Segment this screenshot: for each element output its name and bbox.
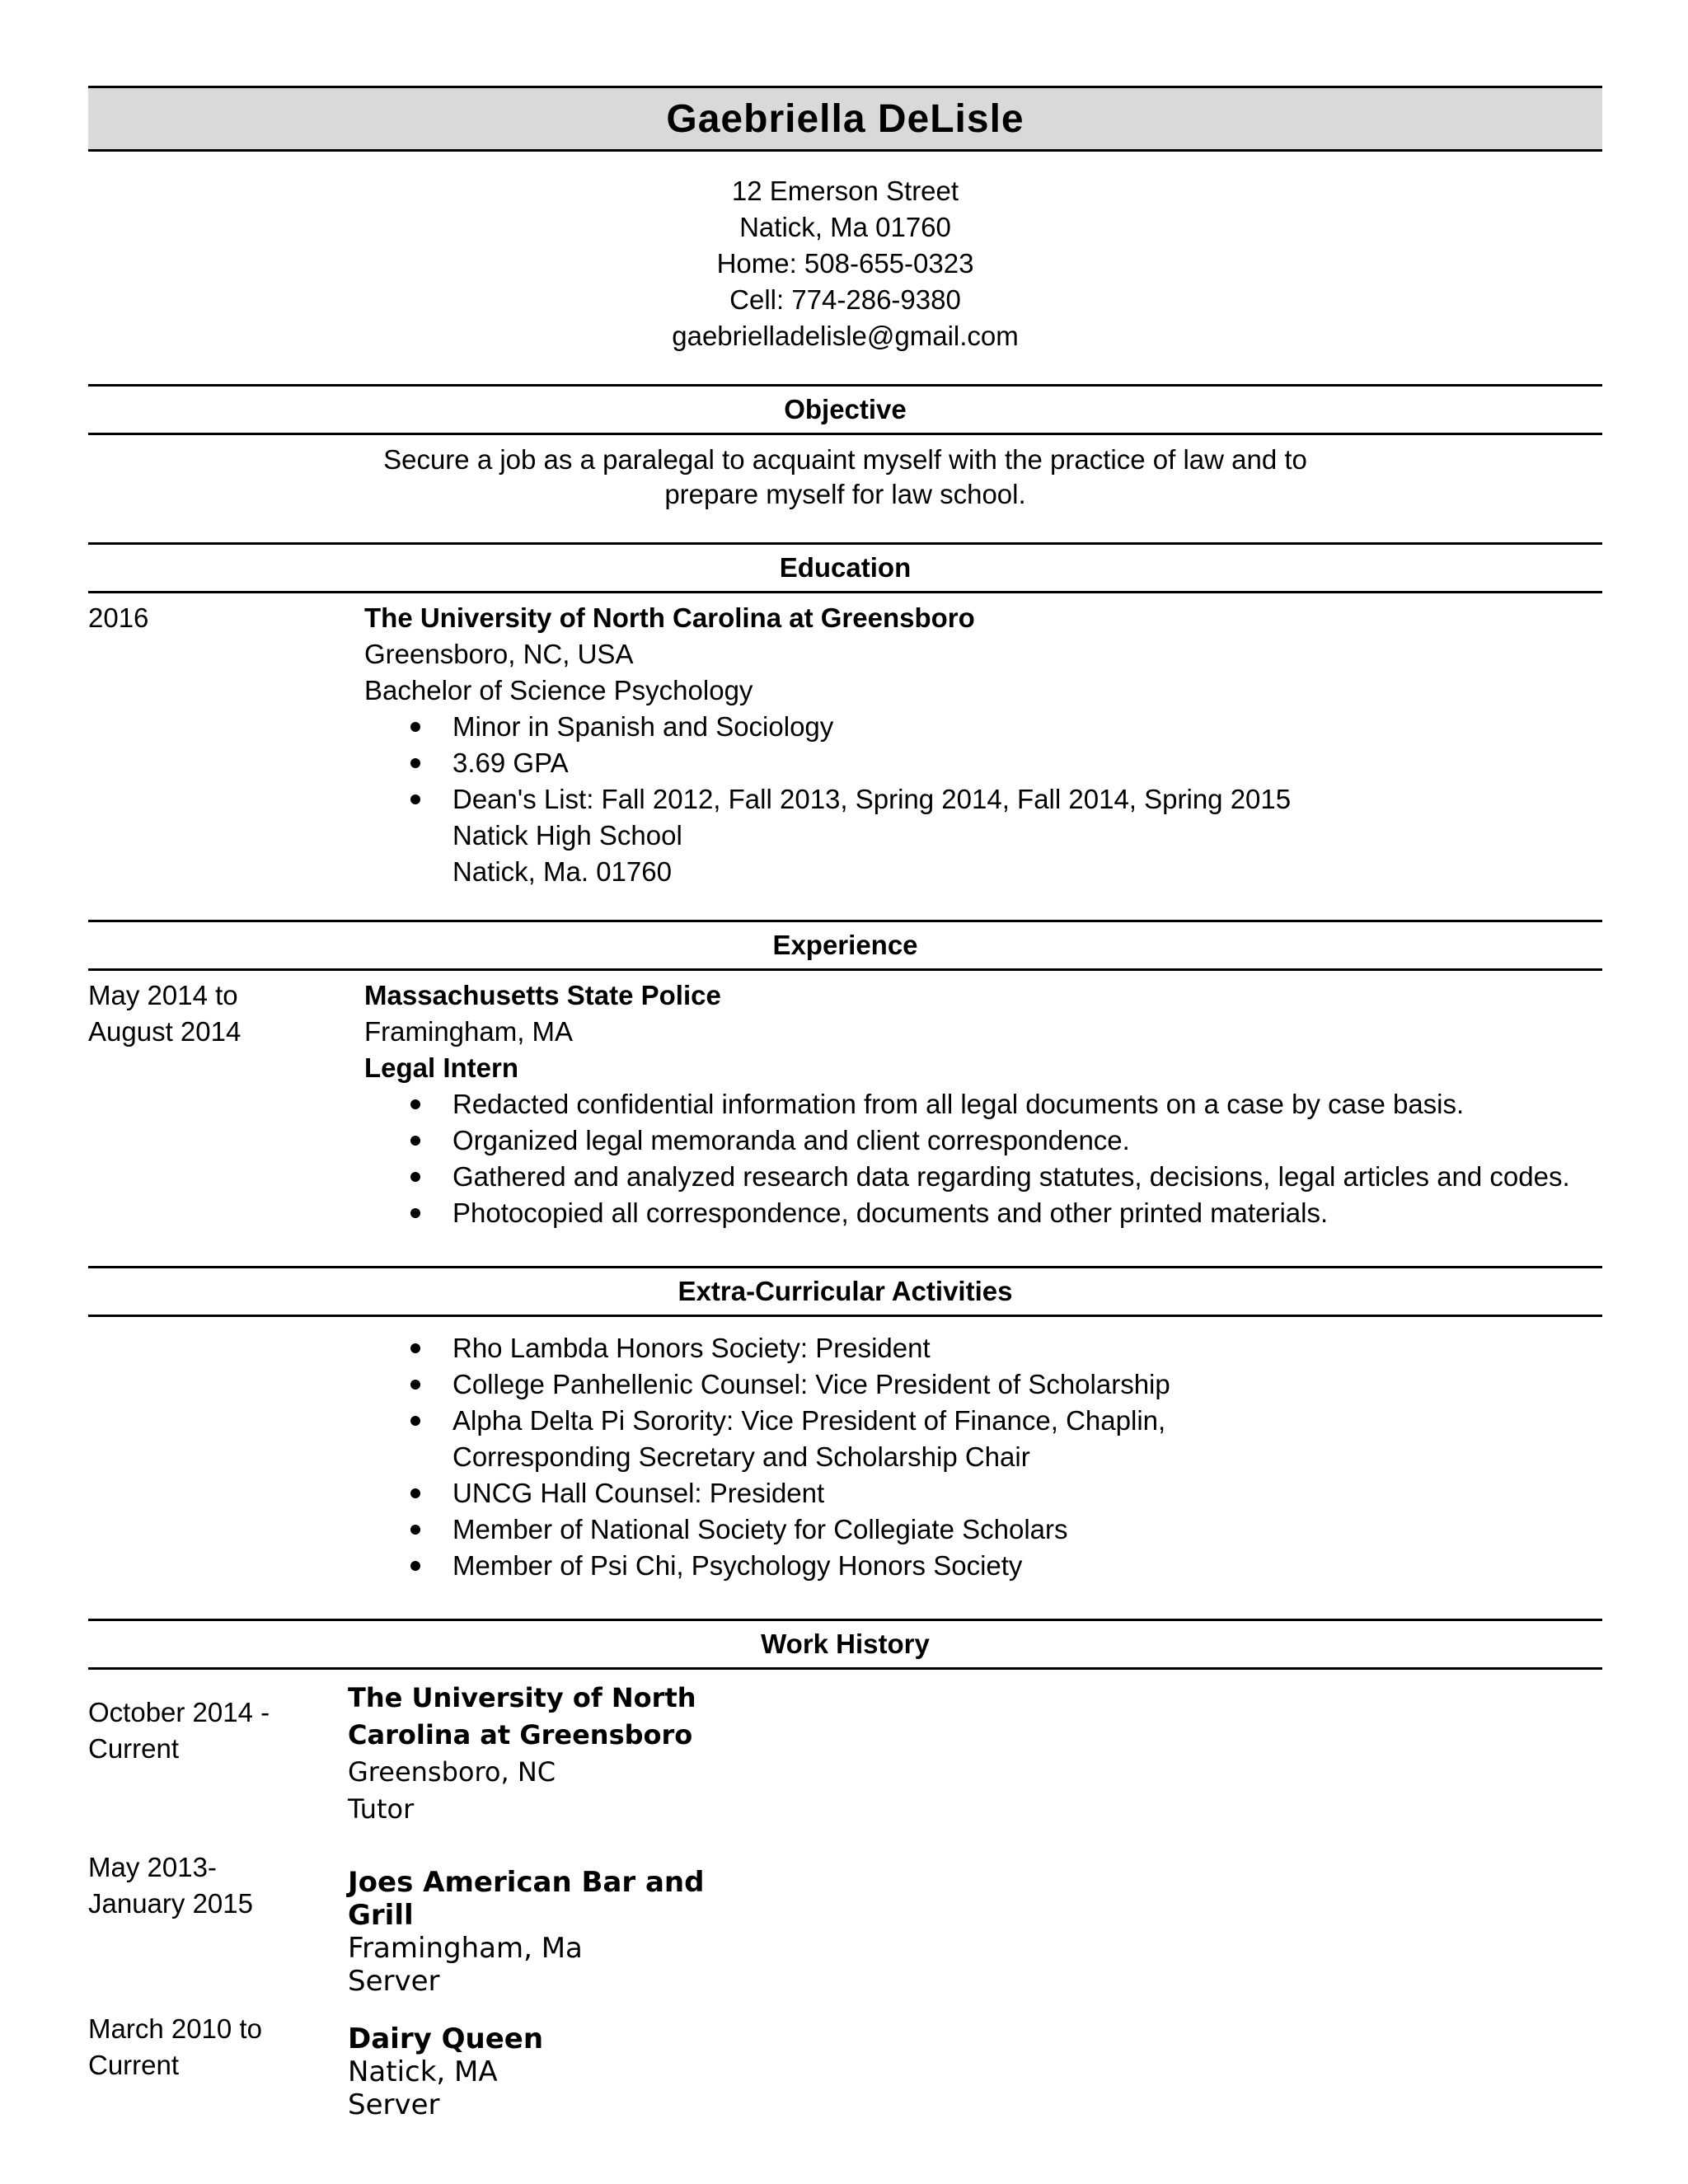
- education-entry: [364, 600, 1291, 890]
- work-location: Natick, MA: [348, 2055, 498, 2088]
- objective-text: [88, 443, 1602, 512]
- work-role: Server: [348, 1965, 440, 1998]
- list-item: UNCG Hall Counsel: President: [364, 1475, 1170, 1511]
- work-employer-line-2: Carolina at Greensboro: [348, 1719, 693, 1750]
- employer-name: Massachusetts State Police: [364, 980, 721, 1010]
- list-item: Member of Psi Chi, Psychology Honors Society: [364, 1548, 1170, 1584]
- work-entry: [348, 2022, 543, 2121]
- list-item: Alpha Delta Pi Sorority: Vice President of Finance, Chaplin,: [364, 1403, 1170, 1439]
- work-date: [88, 1694, 270, 1767]
- work-employer-line-1: Joes American Bar and: [348, 1866, 705, 1899]
- experience-heading: Experience: [88, 920, 1602, 971]
- job-title: Legal Intern: [364, 1052, 519, 1083]
- work-date-end: January 2015: [88, 1888, 253, 1919]
- education-date: 2016: [88, 602, 149, 633]
- activities-bullets: [364, 1330, 1170, 1439]
- email: gaebrielladelisle@gmail.com: [672, 321, 1019, 351]
- list-item: Member of National Society for Collegiate Scholars: [364, 1511, 1170, 1548]
- education-bullets: [364, 709, 1291, 818]
- cell-phone: Cell: 774-286-9380: [729, 284, 961, 315]
- work-date-end: Current: [88, 2050, 180, 2080]
- experience-entry: [364, 977, 1570, 1231]
- home-phone: Home: 508-655-0323: [716, 248, 974, 279]
- activities-heading: Extra-Curricular Activities: [88, 1266, 1602, 1317]
- work-location: Greensboro, NC: [348, 1756, 556, 1788]
- list-item: Minor in Spanish and Sociology: [364, 709, 1291, 745]
- work-entry: [348, 1680, 696, 1828]
- street-address: 12 Emerson Street: [731, 176, 959, 206]
- list-item: College Panhellenic Counsel: Vice President of Scholarship: [364, 1366, 1170, 1403]
- experience-bullets: [364, 1086, 1570, 1231]
- school-location: Greensboro, NC, USA: [364, 639, 634, 669]
- list-item: 3.69 GPA: [364, 745, 1291, 781]
- education-heading: Education: [88, 542, 1602, 593]
- contact-block: [88, 173, 1602, 354]
- work-employer: Dairy Queen: [348, 2022, 544, 2055]
- list-item: Organized legal memoranda and client correspondence.: [364, 1122, 1570, 1159]
- city-state-zip: Natick, Ma 01760: [739, 212, 951, 242]
- work-date-start: March 2010 to: [88, 2013, 262, 2044]
- list-item: Gathered and analyzed research data regarding statutes, decisions, legal articles and codes.: [364, 1159, 1570, 1195]
- work-entry: [348, 1866, 704, 1998]
- experience-date-start: May 2014 to: [88, 980, 238, 1010]
- high-school-location: Natick, Ma. 01760: [452, 856, 672, 887]
- school-name: The University of North Carolina at Greensboro: [364, 602, 975, 633]
- work-history-heading: Work History: [88, 1619, 1602, 1670]
- degree: Bachelor of Science Psychology: [364, 675, 753, 705]
- employer-location: Framingham, MA: [364, 1016, 574, 1047]
- applicant-name: Gaebriella DeLisle: [666, 96, 1025, 141]
- objective-line-1: Secure a job as a paralegal to acquaint myself with the practice of law and to: [383, 444, 1307, 475]
- work-date-start: May 2013-: [88, 1852, 217, 1882]
- work-role: Tutor: [348, 1793, 415, 1825]
- work-location: Framingham, Ma: [348, 1932, 583, 1965]
- list-item: Dean's List: Fall 2012, Fall 2013, Spring 2014, Fall 2014, Spring 2015: [364, 781, 1291, 818]
- work-date-end: Current: [88, 1733, 180, 1764]
- work-employer-line-1: The University of North: [348, 1682, 696, 1713]
- high-school-name: Natick High School: [452, 820, 682, 851]
- activities-entry: [364, 1330, 1170, 1584]
- list-item: Redacted confidential information from all legal documents on a case by case basis.: [364, 1086, 1570, 1122]
- list-item: Photocopied all correspondence, documents and other printed materials.: [364, 1195, 1570, 1231]
- objective-heading: Objective: [88, 384, 1602, 435]
- work-date: [88, 1849, 253, 1922]
- name-header: [88, 86, 1602, 152]
- work-date: [88, 2011, 262, 2083]
- list-item: Rho Lambda Honors Society: President: [364, 1330, 1170, 1366]
- activities-bullets-more: [364, 1475, 1170, 1584]
- activity-continuation: Corresponding Secretary and Scholarship Chair: [452, 1441, 1030, 1472]
- objective-line-2: prepare myself for law school.: [664, 479, 1026, 509]
- work-role: Server: [348, 2088, 440, 2121]
- work-employer-line-2: Grill: [348, 1899, 414, 1932]
- experience-date: [88, 977, 241, 1050]
- experience-date-end: August 2014: [88, 1016, 241, 1047]
- work-date-start: October 2014 -: [88, 1697, 270, 1727]
